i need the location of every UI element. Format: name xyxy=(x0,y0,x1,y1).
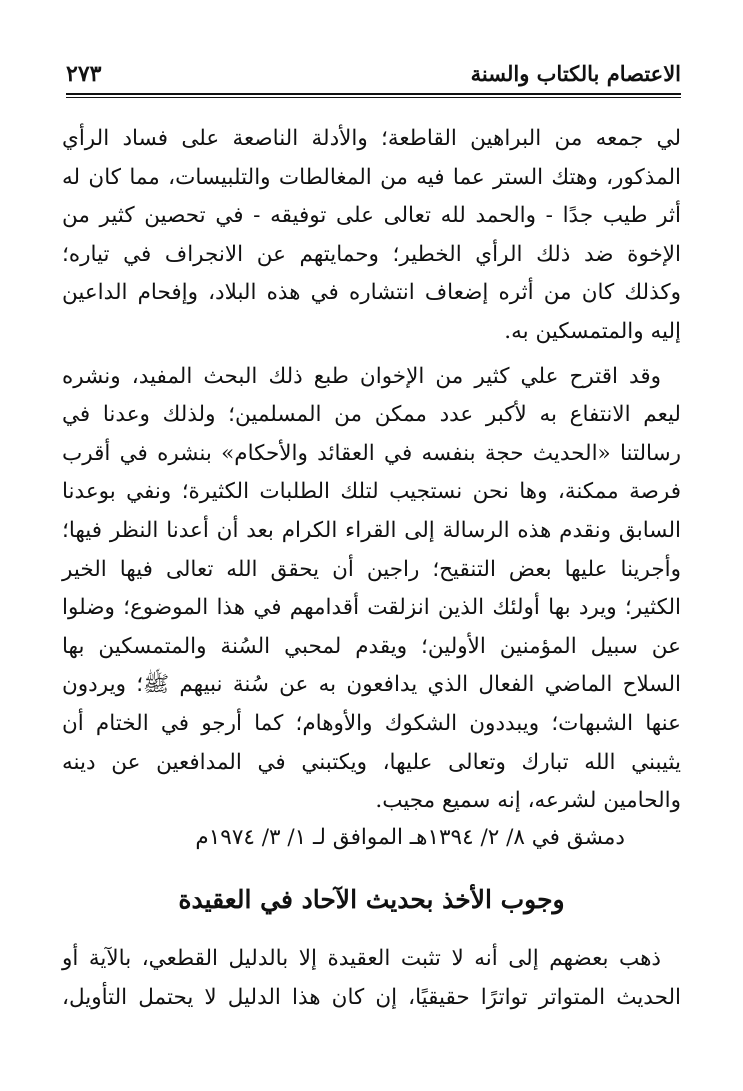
section-paragraph: ذهب بعضهم إلى أنه لا تثبت العقيدة إلا بالدليل القطعي، بالآية أو الحديث المتواتر تواترًا حقيقيًا، إن كان هذا الدليل لا يحتمل التأويل، xyxy=(62,946,681,1010)
section-heading: وجوب الأخذ بحديث الآحاد في العقيدة xyxy=(178,885,565,914)
paragraph-1: لي جمعه من البراهين القاطعة؛ والأدلة الناصعة على فساد الرأي المذكور، وهتك الستر عما فيه من المغالطات والتلبيسات، مما كان له أثر طيب جدًا - والحمد لله تعالى على توفيقه - في تحصين كثير من الإخوة ضد ذلك الرأي الخطير؛ وحمايتهم عن الانجراف في تياره؛ وكذلك كان من أثره إضعاف انتشاره في هذه البلاد، وإفحام الداعين إليه والمتمسكين به. xyxy=(62,126,681,344)
header-rule-thin xyxy=(66,97,681,98)
page-number: ٢٧٣ xyxy=(66,61,102,87)
body-text xyxy=(62,120,681,821)
paragraph-2: وقد اقترح علي كثير من الإخوان طبع ذلك البحث المفيد، ونشره ليعم الانتفاع به لأكبر عدد ممكن من المسلمين؛ ولذلك وعدنا في رسالتنا «الحديث حجة بنفسه في العقائد والأحكام» بنشره في أقرب فرصة ممكنة، وها نحن نستجيب لتلك الطلبات الكثيرة؛ ونفي بوعدنا السابق ونقدم هذه الرسالة إلى القراء الكرام بعد أن أعدنا النظر فيها؛ وأجرينا عليها بعض التنقيح؛ راجين أن يحقق الله تعالى فيها الخير الكثير؛ ويرد بها أولئك الذين انزلقت أقدامهم في هذا الموضوع؛ وضلوا عن سبيل المؤمنين الأولين؛ ويقدم لمحبي السُنة والمتمسكين بها السلاح الماضي الفعال الذي يدافعون به عن سُنة نبيهم ﷺ؛ ويردون عنها الشبهات؛ ويبددون الشكوك والأوهام؛ كما أرجو في الختام أن يثيبني الله تبارك وتعالى عليها، ويكتبني في المدافعين عن دينه والحامين لشرعه، إنه سميع مجيب. xyxy=(62,363,681,814)
signoff-date: دمشق في ٨/ ٢/ ١٣٩٤هـ الموافق لـ ١/ ٣/ ١٩٧٤م xyxy=(195,825,625,850)
running-title: الاعتصام بالكتاب والسنة xyxy=(470,61,681,86)
header-rule xyxy=(66,93,681,95)
page-header xyxy=(66,58,681,88)
section-body xyxy=(62,940,681,1017)
